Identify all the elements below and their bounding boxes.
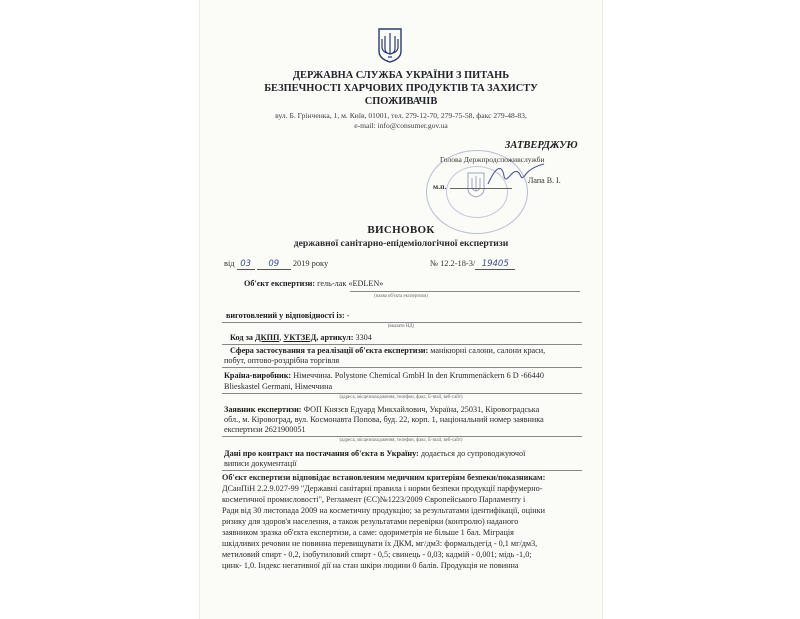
- country-label: Країна-виробник:: [224, 371, 292, 380]
- made-value: -: [346, 311, 350, 320]
- body-line-2: ДСанПіН 2.2.9.027-99 "Державні санітарні правила і норми безпеки продукції парфумерно-: [222, 484, 543, 493]
- made-hint: (вказати НД): [387, 324, 415, 329]
- sphere-underline: [222, 367, 582, 368]
- made-row: [226, 311, 586, 321]
- contract-label: Дані про контракт на постачання об'єкта в Україну:: [224, 449, 419, 458]
- code-underline: [222, 344, 582, 345]
- agency-name-line-2: БЕЗПЕЧНОСТІ ХАРЧОВИХ ПРОДУКТІВ ТА ЗАХИСТУ: [264, 83, 538, 94]
- applicant-underline: [222, 436, 582, 437]
- object-underline: [350, 291, 580, 292]
- sphere-value-2: побут, оптово-роздрібна торгівля: [224, 356, 340, 365]
- contract-row: [224, 449, 584, 459]
- agency-name-line-3: СПОЖИВАЧІВ: [364, 96, 438, 107]
- body-line-8: метиловий спирт - 0,2, ізобутиловий спирт - 0,5; свинець - 0,03; кадмій - 0,001; мідь -1,0;: [222, 550, 532, 559]
- sphere-row: [230, 346, 590, 356]
- approval-title: ЗАТВЕРДЖУЮ: [505, 140, 578, 151]
- sphere-value: манікюрні салони, салони краси,: [428, 346, 546, 355]
- date-prefix: від: [224, 259, 235, 268]
- contract-underline: [222, 470, 582, 471]
- applicant-value-2: обл., м. Кіровоград, вул. Космонавта Попова, буд. 22, корп. 1, національний номер заявника: [224, 415, 544, 424]
- country-underline: [222, 393, 582, 394]
- agency-name-line-1: ДЕРЖАВНА СЛУЖБА УКРАЇНИ З ПИТАНЬ: [292, 70, 510, 81]
- applicant-value: ФОП Князєв Едуард Микхайлович, Україна, 25031, Кіровоградська: [301, 405, 540, 414]
- date-day: 03: [237, 259, 255, 270]
- document-page: [200, 0, 602, 619]
- code-label: Код за: [230, 333, 253, 342]
- body-line-6: заявником зразка об'єкта експертизи, а саме: одориметрія не більше 1 бал. Міграція: [222, 528, 514, 537]
- body-line-9: цинк- 1,0. Індекс негативної дії на стан шкіри людини 0 балів. Продукція не повинна: [222, 561, 519, 570]
- country-value: Німеччина. Polystone Chemical GmbH In den Krummenäckern 6 D -66440: [291, 371, 544, 380]
- contract-value-2: виписи документації: [224, 459, 297, 468]
- number-prefix: № 12.2-18-3/: [430, 259, 476, 268]
- made-underline: [222, 322, 582, 323]
- agency-email: e-mail: info@consumer.gov.ua: [354, 121, 448, 130]
- code-value: 3304: [353, 333, 372, 342]
- date-month: 09: [257, 259, 291, 270]
- code-uktzed: УКТЗЕД: [283, 333, 317, 342]
- applicant-value-3: експертизи 2621900051: [224, 425, 306, 434]
- body-line-1: Об'єкт експертизи відповідає встановленим медичним критеріям безпеки/показникам:: [222, 473, 546, 482]
- signature-line: [450, 188, 512, 189]
- number-handwritten: 19405: [475, 259, 515, 270]
- applicant-label: Заявник експертизи:: [224, 405, 302, 414]
- object-hint: (назва об'єкта експертизи): [374, 294, 428, 299]
- code-row: Код за ДКПП, УКТЗЕД, артикул: 3304: [230, 333, 372, 342]
- made-label: виготовлений у відповідності із:: [226, 311, 345, 320]
- body-line-7: шкідливих речовин не повинна перевищувати їх ДКМ, мг/дм3: формальдегід - 0,1 мг/дм3,: [222, 539, 538, 548]
- object-value: гель-лак «EDLEN»: [317, 279, 384, 288]
- conclusion-date: [224, 259, 328, 270]
- sphere-label: Сфера застосування та реалізації об'єкта експертизи:: [230, 346, 429, 355]
- country-row: [224, 371, 584, 381]
- body-line-3: косметичної промисловості", Регламент (ЄС)№1223/2009 Європейського Парламенту і: [222, 495, 526, 504]
- approval-role: Голова Держпродспоживслужби: [440, 155, 545, 164]
- conclusion-title: ВИСНОВОК: [367, 224, 435, 236]
- object-row: [244, 279, 604, 289]
- date-year: 2019 року: [292, 259, 329, 268]
- applicant-hint: (адреса, місцезнаходження, телефон, факс, E-mail, веб-сайт): [339, 438, 463, 443]
- coat-of-arms-icon: [377, 27, 403, 63]
- conclusion-number: [430, 259, 515, 270]
- contract-value: додається до супроводжуючої: [418, 449, 526, 458]
- agency-address: вул. Б. Грінченка, 1, м. Київ, 01001, тел. 279-12-70, 279-75-58, факс 279-48-83,: [275, 111, 527, 120]
- applicant-row: [224, 405, 584, 415]
- approval-mp: м.п.: [433, 182, 447, 191]
- body-line-4: Ради від 30 листопада 2009 на косметичну продукцію; за результатами ідентифікації, оцінки: [222, 506, 546, 515]
- code-dkpp: ДКПП: [255, 333, 280, 342]
- code-article-label: , артикул:: [316, 333, 354, 342]
- country-value-2: Blieskastel Germani, Німеччина: [224, 382, 333, 391]
- country-hint: (адреса, місцезнаходження, телефон, факс, E-mail, веб-сайт): [339, 395, 463, 400]
- body-line-5: ризику для здоров'я населення, а також результатами перевірки (контролю) наданого: [222, 517, 519, 526]
- object-label: Об'єкт експертизи:: [244, 279, 316, 288]
- approval-signer: Лапа В. І.: [528, 176, 561, 185]
- stamp-coat-of-arms-icon: [467, 172, 485, 198]
- conclusion-subtitle: державної санітарно-епідеміологічної експертизи: [293, 238, 509, 249]
